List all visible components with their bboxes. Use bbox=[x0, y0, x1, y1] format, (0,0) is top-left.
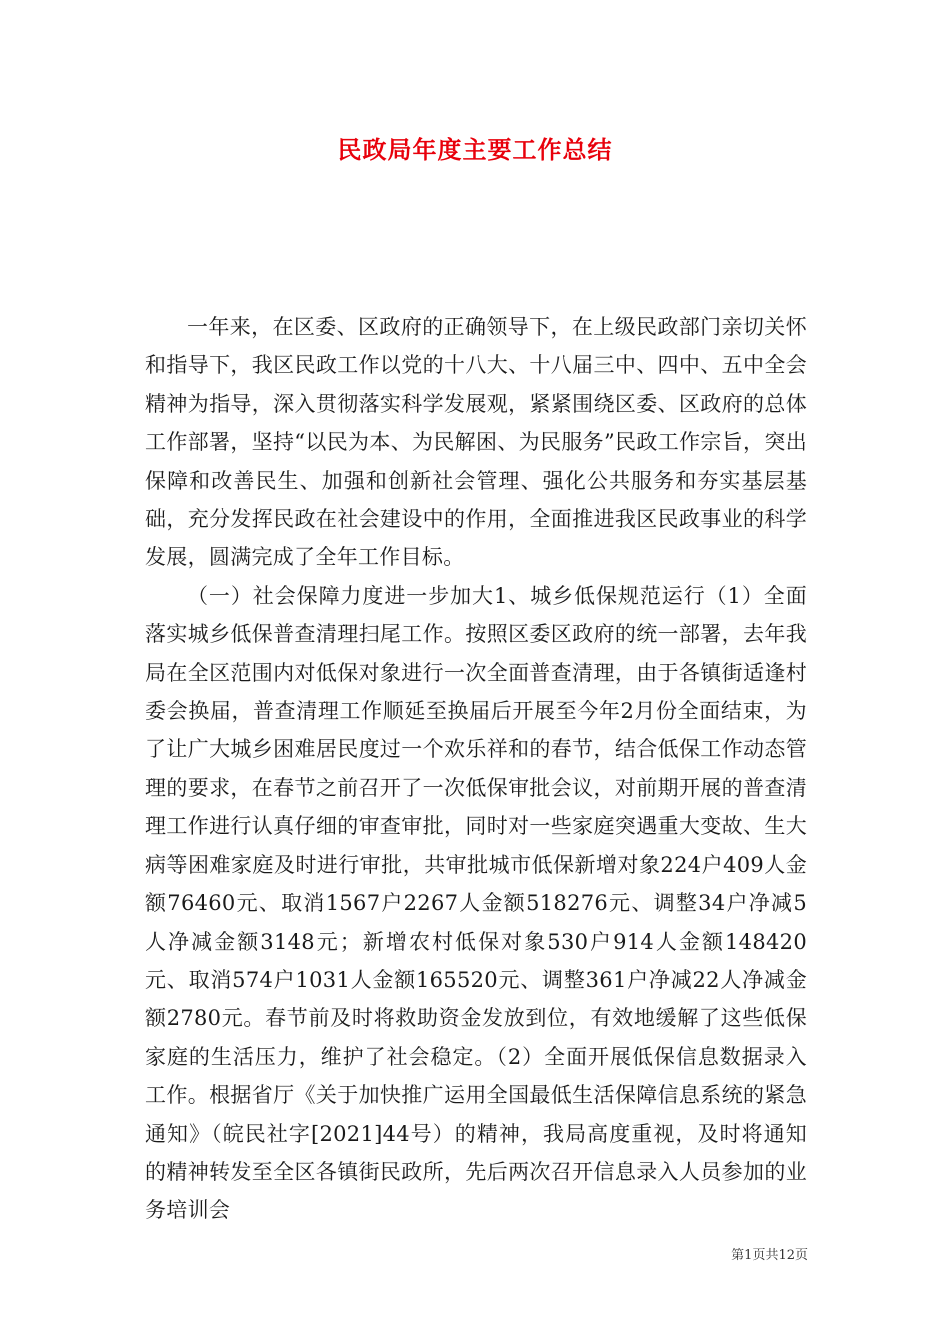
document-body bbox=[145, 308, 807, 1230]
page-number: 第1页共12页 bbox=[731, 1248, 808, 1263]
document-title: 民政局年度主要工作总结 bbox=[337, 135, 613, 164]
paragraph-intro: 一年来，在区委、区政府的正确领导下，在上级民政部门亲切关怀和指导下，我区民政工作以党的十八大、十八届三中、四中、五中全会精神为指导，深入贯彻落实科学发展观，紧紧围绕区委、区政府的总体工作部署，坚持“以民为本、为民解困、为民服务”民政工作宗旨，突出保障和改善民生、加强和创新社会管理、强化公共服务和夯实基层基础，充分发挥民政在社会建设中的作用，全面推进我区民政事业的科学发展，圆满完成了全年工作目标。 bbox=[145, 315, 807, 570]
paragraph-social-security: （一）社会保障力度进一步加大1、城乡低保规范运行（1）全面落实城乡低保普查清理扫尾工作。按照区委区政府的统一部署，去年我局在全区范围内对低保对象进行一次全面普查清理，由于各镇街适逢村委会换届，普查清理工作顺延至换届后开展至今年2月份全面结束，为了让广大城乡困难居民度过一个欢乐祥和的春节，结合低保工作动态管理的要求，在春节之前召开了一次低保审批会议，对前期开展的普查清理工作进行认真仔细的审查审批，同时对一些家庭突遇重大变故、生大病等困难家庭及时进行审批，共审批城市低保新增对象224户409人金额76460元、取消1567户2267人金额518276元、调整34户净减5人净减金额3148元；新增农村低保对象530户914人金额148420元、取消574户1031人金额165520元、调整361户净减22人净减金额2780元。春节前及时将救助资金发放到位，有效地缓解了这些低保家庭的生活压力，维护了社会稳定。（2）全面开展低保信息数据录入工作。根据省厅《关于加快推广运用全国最低生活保障信息系统的紧急通知》（皖民社字[2021]44号）的精神，我局高度重视，及时将通知的精神转发至全区各镇街民政所，先后两次召开信息录入人员参加的业务培训会 bbox=[145, 583, 807, 1223]
